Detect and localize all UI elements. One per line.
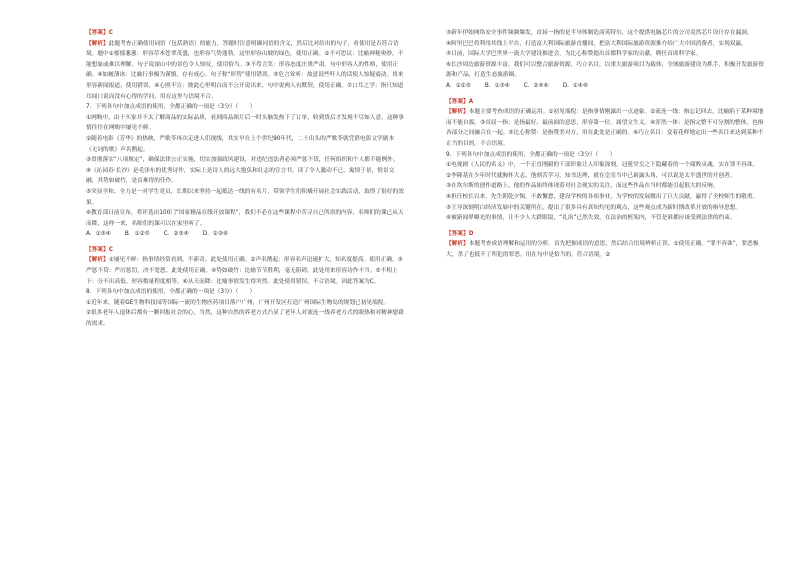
answer-value: C <box>108 246 113 253</box>
option: C．②④⑥ <box>523 82 549 89</box>
analysis-text: 本题考查成语理解和运用的分析。首先把握成语的意思，然后结合语境辨析正误。①使用正确。“罪不容诛”，罪恶极大，杀了也抵不了所犯的罪恶。用在句中是恰当的，符合语境。② <box>446 241 759 258</box>
question-item: ⑤日前，国际大学巴世界一流大学建设推进会，为比心称赞提出首都科学家的贡献，聘任首席科学家。 <box>446 51 702 58</box>
question-stem: 9．下列各句中加点成语的使用，全都正确的一项是（3分）（ ） <box>446 151 616 158</box>
option: D．①④⑥ <box>562 82 589 89</box>
option: A．①②⑤ <box>446 82 471 89</box>
question-item: ⑤王导深刻明白经济发展中的关键所在，提出了很多具有真知灼见的观点，这些观点成为新时期改革开放的指导思想。 <box>446 204 742 211</box>
analysis-tag: 【解析】 <box>446 109 469 116</box>
option-row <box>446 81 764 92</box>
answer-tag: 【答案】 <box>446 230 469 237</box>
answer-tag: 【答案】 <box>86 30 109 36</box>
right-column <box>446 28 764 260</box>
question-item: ③在坎尔斯的创作道路上，他的作品始终体现着对社会现实的关注，而这些作品在当时都能引起很大的反响。 <box>446 183 719 190</box>
answer-line <box>446 97 764 108</box>
answer-value: C <box>108 30 113 36</box>
question-item: ③新年伊始网络安全事件频频爆发，首屈一指的是半导体制造商英特尔，这个提供电脑芯片的公司竟然芯片设计存在漏洞。 <box>446 30 753 36</box>
question-item: ②很多老年人退休后都有一颗回报社会的心，当然，这种自然的养老方式凸显了老年人对流连一线养老方式的眼热和对精神慰藉的需求。 <box>86 310 404 328</box>
answer-tag: 【答案】 <box>446 98 469 105</box>
analysis-tag: 【解析】 <box>86 40 109 47</box>
analysis-text: 此题考查正确使用词语（包括熟语）的能力，答题时注意明确词语的含义，然后比对给出的句子，看使用是否符合语境。题中①郁郁葱葱：形容草木苍翠茂盛，也形容气势蓬勃。这里形容山坡的绿色，使用正确。②不可思议：比喻神秘奥妙，不能想象或难以理解。句子说深山中的景色令人惊叹，使用恰当。③不苟言笑：形容态度庄重严肃。句中形容人的性格，使用正确。④如履薄冰：比喻行事极为谨慎，存有戒心。句子称“形势”使用错误。⑤危言耸听：故意说些吓人的话使人惊疑震动。用来形容新闻报道，使用错误。⑥心照不宣：彼此心里明白而不公开说出来。句中说两人有默契，使用正确。⑦口耳之学：指只知道耳闻口说而没有心得的学问，用在这里与语境不合。 <box>86 40 404 100</box>
option: B．①②⑤ <box>124 231 150 238</box>
option-row <box>86 229 404 240</box>
option: B．①③④ <box>484 82 510 89</box>
analysis-text: ①屡见不鲜：指事情经常看到，不新奇。此处使用正确。②声名鹊起：形容名声迅速扩大，知名度提高。使用正确。③严惩不贷：严厉惩罚，决不宽恕。此处使用正确。④势如破竹：比喻节节胜利，毫无阻碍。此处用来形容诗作不当。⑤不相上下：分不出高低。形容数量程度相等。⑥从天而降：比喻事情发生得突然。此处使用错误，不合语境。因此答案为C。 <box>86 257 403 285</box>
question-item: ③贯彻落实“八项规定”，确保法律公正实施，切实加强政风建设，对违纪违法者必须严惩不贷，任何组织和个人都不能例外。 <box>86 157 399 164</box>
question-item: ⑤突显全和、全力是一对学生党员，长期以来坚持一起抵达一线的有名片，带领学生们积极开展社会实践活动，取得了很好的效果。 <box>86 188 404 206</box>
question-item: ⑥教育部日前宣布，将评选出100门“国家精品在线开放课程”，我们不必在这些课程中苦寻自己所需的内容，名师们的课已从天而降，这样一来，名师们的课可以在家里听了。 <box>86 210 404 227</box>
answer-tag: 【答案】 <box>86 246 109 253</box>
analysis-paragraph <box>446 107 764 149</box>
question-item: ②随着电影《芳华》的热映，严歌苓再次走进人们视线，其实早在上个世纪90年代，二十出头的严歌苓就凭借电影文学剧本《无词的歌》声名鹊起。 <box>86 135 395 153</box>
question-item: ①网购中，由于买家并不太了解商品的实际品质，看到商品图片后一时头脑发热下了订单，收到货后才发现不尽如人意，这种事情往往在网购中屡见不鲜。 <box>86 114 404 132</box>
question-stem: 7．下列各句中加点成语的使用，全都正确的一项是（3分）（ ） <box>86 104 256 111</box>
question-item: ⑥被新闻界曝光的事情，让不少人大跌眼镜，“礼治”已然失效，在法治的框架内，不管是谁都应该受到法律的约束。 <box>446 215 736 222</box>
question-item: ④担任校长以来，先生朝乾夕惕，不敢懈怠，建设学校的各项事业，为学校的发展做出了巨大贡献，赢得了全校师生的敬重。 <box>446 193 759 200</box>
option: C．②③④ <box>163 231 189 238</box>
analysis-paragraph <box>446 239 764 260</box>
question-item: ①近年来，随着GE生物科技园等国际一流的生物医药项目落户广州，广州开发区打造广州国际生物岛的规划已初见端倪。 <box>86 299 390 306</box>
analysis-tag: 【解析】 <box>86 257 109 264</box>
analysis-text: 本题主要考查成语的正确运用。①初见端倪：是指事情刚露出一点迹象。②流连一线：指忘记回去，比喻陷于某种境地而不能自拔。③首屈一指：是指最好、最前面的意思，形容第一位。属望文生义。④浑然一体：是指完整不可分割的整体，也指各部分之间融合在一起。⑤比心称赞：是指赞美对方，用在此处是正确的。⑥巧立名目：变着花样地定出一些名目来达到某种不正当的目的。不合语境。 <box>446 109 764 147</box>
left-column <box>86 28 404 330</box>
answer-value: D <box>468 230 474 237</box>
answer-value: A <box>468 98 474 105</box>
question-item: ④阿里巴巴将利用其线上平台，打造富大利国际旅游直播间，把富大利国际旅游资源推介给广大中国消费者，实现双赢。 <box>446 40 747 47</box>
question-stem: 8．下列各句中加点成语的使用，全都正确的一项是（3分）（ ） <box>86 289 256 296</box>
question-item: ②李隆基在少年时代就胸怀大志，他刻苦学习，知书达理，就在皇室当中已崭露头角，可以说是太平盛世的开创者。 <box>446 172 736 179</box>
answer-line <box>86 245 404 256</box>
answer-line <box>446 229 764 240</box>
question-item: ⑥长沙周边旅游资源丰富，我们可以整合旅游资源，巧立名目，以重大旅游项目为载体，全域旅游建设为抓手，积极开发旅游资源和产品，打造生态旅游圈。 <box>446 61 764 79</box>
analysis-tag: 【解析】 <box>446 241 469 248</box>
analysis-paragraph <box>86 39 404 103</box>
analysis-paragraph <box>86 255 404 287</box>
question-item: ④《沁园春·长沙》是毛泽东的优秀诗作，实际上是诗人的远大抱负和壮志的宣言书，读了令人激动不已，寓情于景，情景交融，其势如破竹，是首难得的佳作。 <box>86 167 395 185</box>
option: A．①③④ <box>86 231 111 238</box>
question-item: ①电视剧《人民的名义》中，一个正直刚毅的干部形象让人印象深刻，冠冕堂皇之下隐藏着的一个腐败灵魂，实在罪不容诛。 <box>446 162 759 169</box>
answer-line <box>86 28 404 39</box>
option: D．②③⑥ <box>202 231 229 238</box>
